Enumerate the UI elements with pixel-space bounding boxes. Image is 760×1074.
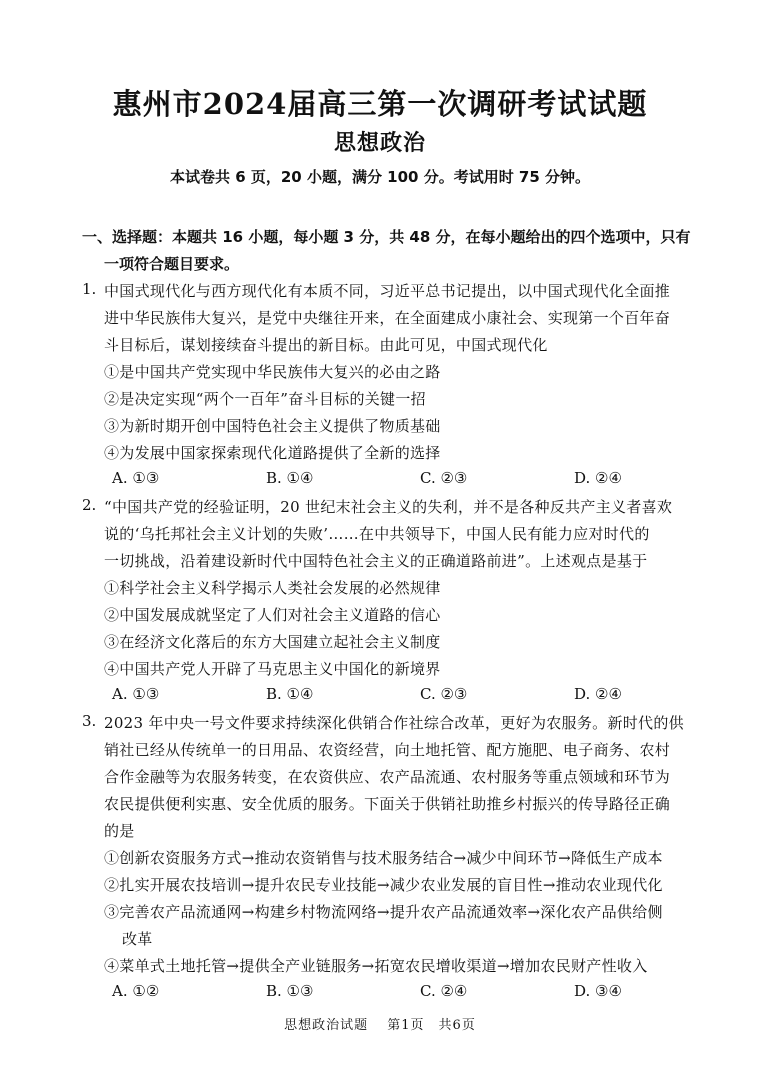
option-d: D. ②④	[574, 685, 622, 703]
option-d: D. ③④	[574, 982, 622, 1000]
question-stem-line: 中国式现代化与西方现代化有本质不同，习近平总书记提出，以中国式现代化全面推	[104, 282, 671, 300]
option-c: C. ②④	[420, 982, 468, 1000]
section-heading: 一、选择题：本题共 16 小题，每小题 3 分，共 48 分，在每小题给出的四个选项中，只有	[82, 228, 691, 246]
exam-info: 本试卷共 6 页，20 小题，满分 100 分。考试用时 75 分钟。	[169, 168, 591, 186]
statement: ①创新农资服务方式→推动农资销售与技术服务结合→减少中间环节→降低生产成本	[104, 849, 663, 867]
statement: ④为发展中国家探索现代化道路提供了全新的选择	[104, 444, 441, 462]
question-stem-line: “中国共产党的经验证明，20 世纪末社会主义的失利，并不是各种反共产主义者喜欢	[104, 498, 673, 516]
statement: ④菜单式土地托管→提供全产业链服务→拓宽农民增收渠道→增加农民财产性收入	[104, 957, 648, 975]
option-d: D. ②④	[574, 469, 622, 487]
option-a: A. ①②	[112, 982, 160, 1000]
statement-cont: 改革	[122, 930, 153, 948]
statement: ③在经济文化落后的东方大国建立起社会主义制度	[104, 633, 441, 651]
statement: ②扎实开展农技培训→提升农民专业技能→减少农业发展的盲目性→推动农业现代化	[104, 876, 663, 894]
question-stem-line: 合作金融等为农服务转变，在农资供应、农产品流通、农村服务等重点领域和环节为	[104, 768, 671, 786]
option-b: B. ①④	[266, 685, 314, 703]
statement: ②是决定实现“两个一百年”奋斗目标的关键一招	[104, 390, 426, 408]
option-b: B. ①③	[266, 982, 314, 1000]
option-b: B. ①④	[266, 469, 314, 487]
question-number: 1.	[82, 280, 97, 298]
option-c: C. ②③	[420, 469, 468, 487]
question-stem-line: 斗目标后，谋划接续奋斗提出的新目标。由此可见，中国式现代化	[104, 336, 548, 354]
question-number: 3.	[82, 712, 97, 730]
statement: ③完善农产品流通网→构建乡村物流网络→提升农产品流通效率→深化农产品供给侧	[104, 903, 663, 921]
statement: ④中国共产党人开辟了马克思主义中国化的新境界	[104, 660, 441, 678]
question-stem-line: 农民提供便利实惠、安全优质的服务。下面关于供销社助推乡村振兴的传导路径正确	[104, 795, 671, 813]
option-a: A. ①③	[112, 469, 160, 487]
option-a: A. ①③	[112, 685, 160, 703]
question-stem-line: 2023 年中央一号文件要求持续深化供销合作社综合改革，更好为农服务。新时代的供	[104, 714, 684, 732]
question-stem-line: 一切挑战，沿着建设新时代中国特色社会主义的正确道路前进”。上述观点是基于	[104, 552, 648, 570]
statement: ①是中国共产党实现中华民族伟大复兴的必由之路	[104, 363, 441, 381]
statement: ②中国发展成就坚定了人们对社会主义道路的信心	[104, 606, 441, 624]
question-stem-line: 说的‘乌托邦社会主义计划的失败’……在中共领导下，中国人民有能力应对时代的	[104, 525, 650, 543]
exam-title: 惠州市2024届高三第一次调研考试试题	[112, 87, 648, 121]
page-footer: 思想政治试题 第1页 共6页	[284, 1018, 476, 1033]
question-stem-line: 进中华民族伟大复兴，是党中央继往开来，在全面建成小康社会、实现第一个百年奋	[104, 309, 671, 327]
question-stem-line: 的是	[104, 822, 135, 840]
subject-title: 思想政治	[333, 130, 426, 156]
section-heading-cont: 一项符合题目要求。	[104, 255, 240, 273]
option-c: C. ②③	[420, 685, 468, 703]
question-stem-line: 销社已经从传统单一的日用品、农资经营，向土地托管、配方施肥、电子商务、农村	[104, 741, 671, 759]
statement: ①科学社会主义科学揭示人类社会发展的必然规律	[104, 579, 441, 597]
statement: ③为新时期开创中国特色社会主义提供了物质基础	[104, 417, 441, 435]
question-number: 2.	[82, 496, 97, 514]
